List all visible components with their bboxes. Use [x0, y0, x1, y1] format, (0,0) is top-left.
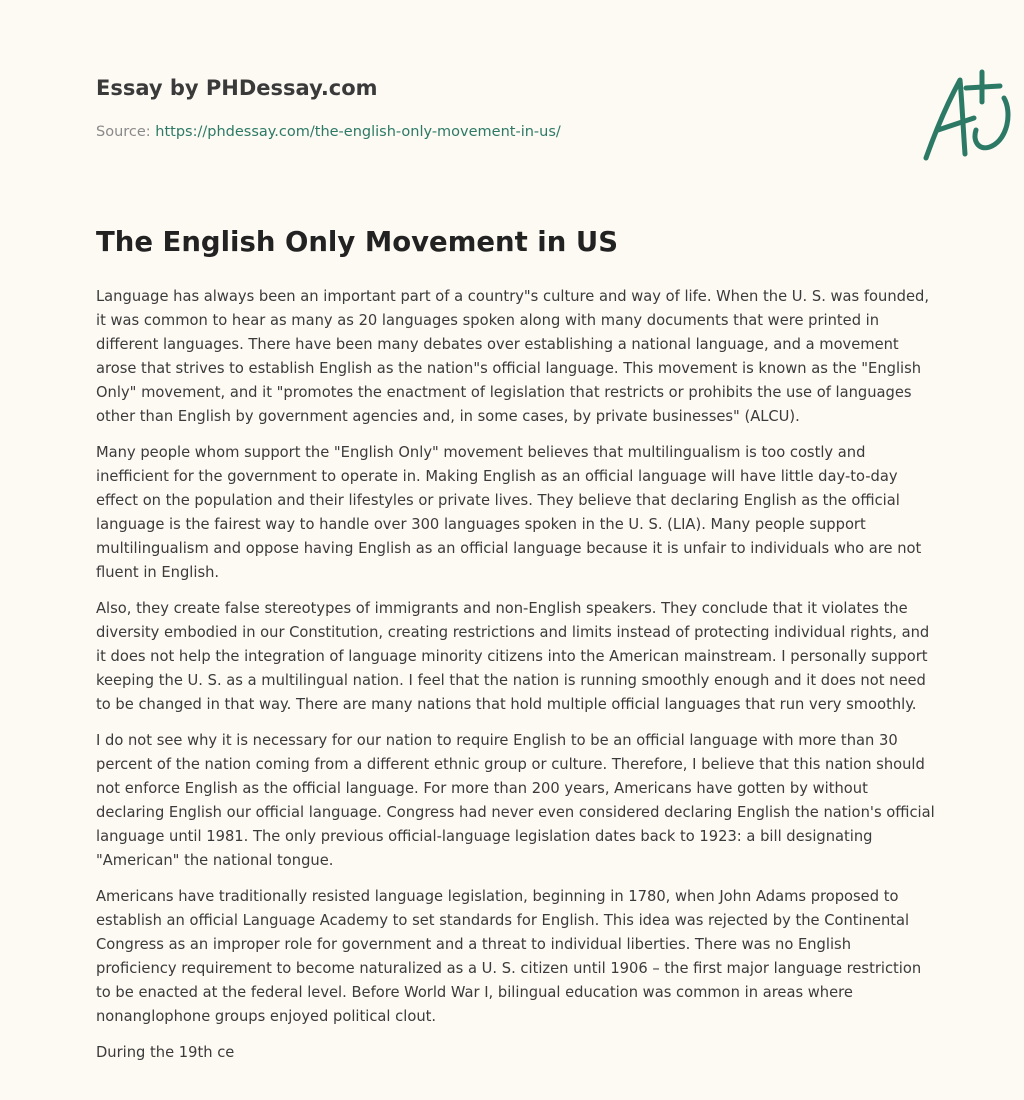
essay-body: [96, 285, 936, 1077]
essay-title: The English Only Movement in US: [96, 226, 619, 258]
source-line: [96, 124, 561, 140]
essay-paragraph: Many people whom support the "English Only" movement believes that multilingualism is too costly and inefficient for the government to operate in. Making English as an official language will have little day-to-day effect on the population and their lifestyles or private lives. They believe that declaring English as the official language is the fairest way to handle over 300 languages spoken in the U. S. (LIA). Many people support multilingualism and oppose having English as an official language because it is unfair to individuals who are not fluent in English.: [96, 444, 922, 581]
site-brand: Essay by PHDessay.com: [96, 76, 378, 100]
essay-paragraph: I do not see why it is necessary for our nation to require English to be an official language with more than 30 percent of the nation coming from a different ethnic group or culture. Therefore, I believe that this nation should not enforce English as the official language. For more than 200 years, Americans have gotten by without declaring English our official language. Congress had never even considered declaring English the nation's official language until 1981. The only previous official-language legislation dates back to 1923: a bill designating "American" the national tongue.: [96, 732, 935, 869]
essay-paragraph: Also, they create false stereotypes of immigrants and non-English speakers. They conclude that it violates the diversity embodied in our Constitution, creating restrictions and limits instead of protecting individual rights, and it does not help the integration of language minority citizens into the American mainstream. I personally support keeping the U. S. as a multilingual nation. I feel that the nation is running smoothly enough and it does not need to be changed in that way. There are many nations that hold multiple official languages that run very smoothly.: [96, 600, 930, 713]
essay-paragraph-truncated: During the 19th ce: [96, 1044, 235, 1061]
source-label: Source:: [96, 124, 156, 140]
a-plus-logo-icon: [916, 68, 1024, 168]
source-link[interactable]: https://phdessay.com/the-english-only-movement-in-us/: [155, 124, 561, 140]
essay-paragraph: Americans have traditionally resisted language legislation, beginning in 1780, when John Adams proposed to establish an official Language Academy to set standards for English. This idea was rejected by the Continental Congress as an improper role for government and a threat to individual liberties. There was no English proficiency requirement to become naturalized as a U. S. citizen until 1906 – the first major language restriction to be enacted at the federal level. Before World War I, bilingual education was common in areas where nonanglophone groups enjoyed political clout.: [96, 888, 922, 1025]
essay-paragraph: Language has always been an important part of a country"s culture and way of life. When the U. S. was founded, it was common to hear as many as 20 languages spoken along with many documents that were printed in different languages. There have been many debates over establishing a national language, and a movement arose that strives to establish English as the nation"s official language. This movement is known as the "English Only" movement, and it "promotes the enactment of legislation that restricts or prohibits the use of languages other than English by government agencies and, in some cases, by private businesses" (ALCU).: [96, 288, 929, 425]
